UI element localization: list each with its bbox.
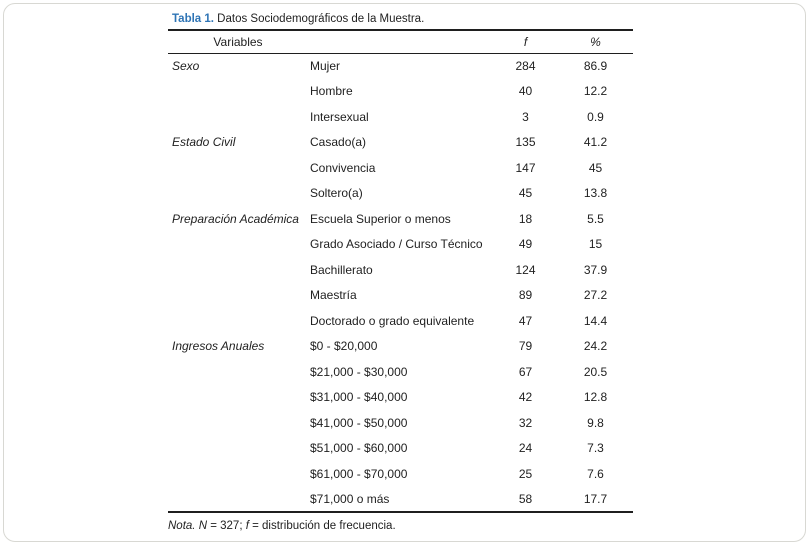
table-caption-label: Tabla 1.: [172, 13, 214, 25]
percent-cell: 86.9: [583, 59, 608, 73]
table-header: [168, 30, 633, 53]
variable-cell: [168, 410, 308, 436]
table-row: [168, 181, 633, 207]
variable-cell: [168, 461, 308, 487]
frequency-cell: 147: [515, 160, 536, 175]
percent-cell: 41.2: [583, 135, 608, 150]
frequency-cell: 18: [518, 211, 533, 226]
variable-cell: [168, 232, 308, 258]
variable-cell: [168, 257, 308, 283]
table-body: [168, 53, 633, 512]
variable-cell: [168, 308, 308, 334]
table-row: [168, 130, 633, 156]
percent-cell: 9.8: [587, 415, 604, 430]
table-row: [168, 283, 633, 309]
percent-cell: 13.8: [583, 186, 608, 201]
frequency-cell: 32: [518, 415, 533, 430]
variable-cell: [168, 155, 308, 181]
variable-cell: Preparación Académica: [172, 211, 299, 226]
sociodemographic-table: [168, 29, 633, 513]
level-cell: $51,000 - $60,000: [310, 441, 408, 456]
table-row: [168, 385, 633, 411]
variable-cell: [168, 283, 308, 309]
frequency-cell: 40: [518, 84, 533, 99]
level-cell: Grado Asociado / Curso Técnico: [310, 237, 483, 252]
level-cell: Hombre: [310, 84, 353, 99]
frequency-cell: 67: [518, 364, 533, 379]
percent-cell: 45: [588, 160, 603, 175]
table-figure: [168, 11, 633, 532]
frequency-cell: 3: [522, 109, 529, 124]
percent-cell: 15: [588, 237, 603, 252]
variable-cell: Estado Civil: [172, 135, 236, 150]
table-row: [168, 334, 633, 360]
note-nota-label: Nota.: [168, 520, 196, 532]
level-cell: $21,000 - $30,000: [310, 364, 408, 379]
frequency-cell: 79: [518, 339, 533, 354]
percent-cell: 24.2: [583, 339, 608, 354]
variable-cell: [168, 79, 308, 105]
table-note: [168, 520, 633, 532]
table-row: [168, 79, 633, 105]
level-cell: $41,000 - $50,000: [310, 415, 408, 430]
table-row: [168, 257, 633, 283]
variable-cell: [168, 436, 308, 462]
level-cell: $0 - $20,000: [310, 339, 378, 354]
frequency-cell: 24: [518, 441, 533, 456]
table-row: [168, 232, 633, 258]
header-variables: Variables: [168, 30, 308, 53]
level-cell: Intersexual: [310, 109, 369, 124]
percent-cell: 17.7: [583, 491, 608, 506]
percent-cell: 5.5: [587, 211, 604, 226]
table-row: [168, 487, 633, 513]
percent-cell: 27.2: [583, 288, 608, 303]
variable-cell: [168, 487, 308, 513]
level-cell: Soltero(a): [310, 186, 363, 201]
frequency-cell: 49: [518, 237, 533, 252]
variable-cell: [168, 181, 308, 207]
table-row: [168, 206, 633, 232]
table-row: [168, 436, 633, 462]
table-row: [168, 308, 633, 334]
level-cell: $71,000 o más: [310, 491, 390, 506]
table-row: [168, 53, 633, 79]
variable-cell: [168, 385, 308, 411]
table-row: [168, 155, 633, 181]
percent-cell: 0.9: [587, 109, 604, 124]
table-row: [168, 410, 633, 436]
percent-cell: 12.8: [583, 390, 608, 405]
header-spacer: [308, 30, 493, 53]
frequency-cell: 135: [515, 135, 536, 150]
header-percent: %: [558, 30, 633, 53]
percent-cell: 12.2: [583, 84, 608, 99]
table-header-row: [168, 30, 633, 53]
table-row: [168, 359, 633, 385]
frequency-cell: 42: [518, 390, 533, 405]
variable-cell: Ingresos Anuales: [172, 339, 265, 354]
percent-cell: 20.5: [583, 364, 608, 379]
level-cell: $61,000 - $70,000: [310, 466, 408, 481]
level-cell: Maestría: [310, 288, 357, 303]
variable-cell: [168, 359, 308, 385]
frequency-cell: 89: [518, 288, 533, 303]
level-cell: $31,000 - $40,000: [310, 390, 408, 405]
percent-cell: 37.9: [583, 262, 608, 277]
frequency-cell: 58: [518, 491, 533, 506]
frequency-cell: 25: [518, 466, 533, 481]
note-f-symbol: f: [245, 520, 249, 532]
level-cell: Convivencia: [310, 160, 376, 175]
frequency-cell: 284: [515, 59, 536, 73]
percent-cell: 7.6: [587, 466, 604, 481]
table-row: [168, 104, 633, 130]
variable-cell: Sexo: [172, 59, 200, 73]
note-f-definition: = distribución de frecuencia.: [252, 520, 396, 532]
percent-cell: 14.4: [583, 313, 608, 328]
frequency-cell: 47: [518, 313, 533, 328]
header-frequency: f: [493, 30, 558, 53]
table-row: [168, 461, 633, 487]
level-cell: Mujer: [310, 59, 341, 73]
note-n-symbol: N: [198, 520, 208, 532]
level-cell: Escuela Superior o menos: [310, 211, 451, 226]
percent-cell: 7.3: [587, 441, 604, 456]
frequency-cell: 124: [515, 262, 536, 277]
variable-cell: [168, 104, 308, 130]
level-cell: Doctorado o grado equivalente: [310, 313, 475, 328]
note-n-value: = 327;: [210, 520, 243, 532]
level-cell: Bachillerato: [310, 262, 373, 277]
frequency-cell: 45: [518, 186, 533, 201]
table-caption-text: Datos Sociodemográficos de la Muestra.: [217, 13, 425, 25]
level-cell: Casado(a): [310, 135, 367, 150]
table-caption: [168, 11, 633, 28]
